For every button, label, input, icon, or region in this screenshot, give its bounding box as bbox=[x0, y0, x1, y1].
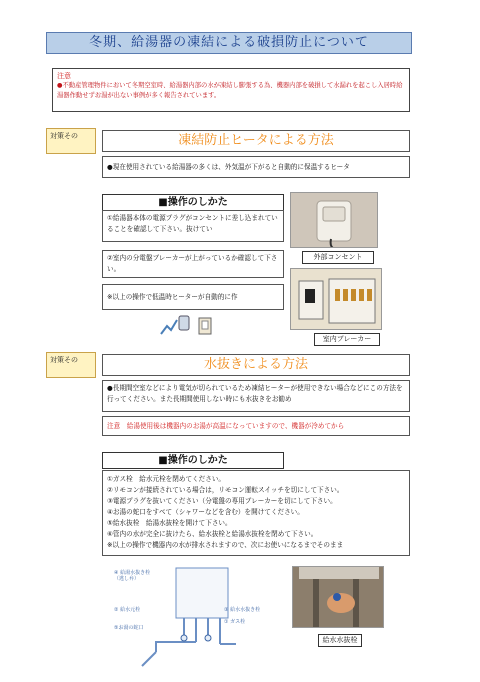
diagram-label-water-drain: ③ 給水水抜き栓 bbox=[224, 607, 261, 613]
section2-howto-heading: ■操作のしかた bbox=[102, 452, 284, 469]
breaker-caption: 室内ブレーカー bbox=[314, 333, 380, 346]
section1-step-1: ①給湯器本体の電源プラグがコンセントに差し込まれていることを確認して下さい。抜けてい bbox=[102, 210, 284, 242]
section1-title: 凍結防止ヒータによる方法 bbox=[102, 130, 410, 152]
plug-illustration bbox=[155, 312, 225, 342]
section2-step-5: ⑤給水抜栓 給湯水抜栓を開けて下さい。 bbox=[107, 519, 232, 527]
drain-valve-caption: 給水水抜栓 bbox=[318, 634, 362, 647]
section2-step-note: ※以上の操作で機器内の水が排水されますので、次にお使いになるまでそのまま bbox=[107, 541, 344, 549]
diagram-label-supply-valve: ② 給水元栓 bbox=[114, 607, 141, 613]
section2-description: ●長期間空室などにより電気が切られているため凍結ヒーターが使用できない場合などにこの方法を行ってください。また長期間使用しない時にも水抜きをお勧め bbox=[102, 380, 410, 412]
diagram-label-faucet: ⑤お湯の蛇口 bbox=[114, 625, 144, 631]
section2-step-3: ③電源プラグを抜いてください（分電盤の専用ブレーカーを切にして下さい。 bbox=[107, 497, 337, 505]
section2-label: 対策その bbox=[46, 352, 96, 378]
section2-step-2: ②リモコンが接続されている場合は，リモコン運転スイッチを切にして下さい。 bbox=[107, 486, 344, 494]
drain-valve-photo bbox=[292, 566, 384, 628]
section2-step-4: ④お湯の蛇口をすべて（シャワーなどを含む）を開けてください。 bbox=[107, 508, 304, 516]
diagram-label-gas: ① ガス栓 bbox=[224, 619, 246, 625]
outlet-caption: 外部コンセント bbox=[302, 251, 374, 264]
page-title: 冬期、給湯器の凍結による破損防止について bbox=[46, 32, 412, 54]
section1-step-2: ②室内の分電盤ブレーカーが上がっているか確認して下さい。 bbox=[102, 250, 284, 278]
section1-description: ●現在使用されている給湯器の多くは、外気温が下がると自動的に保温するヒータ bbox=[102, 156, 410, 178]
outlet-photo bbox=[290, 192, 378, 248]
notice-body: ●不動産管理物件において冬期空室時、給湯器内部の水が凍結し膨張する為、機器内部を破損して水漏れを起こし入居時給湯器作動せずお湯が出ない事例が多く報告されています。 bbox=[57, 82, 403, 99]
notice-box bbox=[52, 68, 410, 112]
section2-steps bbox=[102, 470, 410, 556]
section2-caution: 注意 給湯使用後は機器内のお湯が高温になっていますので、機器が冷めてから bbox=[102, 416, 410, 436]
breaker-photo bbox=[290, 268, 382, 330]
section1-howto-heading: ■操作のしかた bbox=[102, 194, 284, 211]
section1-label: 対策その bbox=[46, 128, 96, 154]
diagram-label-hot-drain: ④ 給湯水抜き栓 （逃し弁） bbox=[114, 570, 151, 582]
notice-heading: 注意 bbox=[57, 72, 71, 80]
section2-title: 水抜きによる方法 bbox=[102, 354, 410, 376]
section1-step-3: ※以上の操作で低温時ヒーターが自動的に作 bbox=[102, 284, 284, 310]
section2-step-6: ⑥管内の水が完全に抜けたら、給水抜栓と給湯水抜栓を閉めて下さい。 bbox=[107, 530, 318, 538]
drain-diagram bbox=[112, 566, 272, 670]
section2-step-1: ①ガス栓 給水元栓を閉めてください。 bbox=[107, 475, 226, 483]
